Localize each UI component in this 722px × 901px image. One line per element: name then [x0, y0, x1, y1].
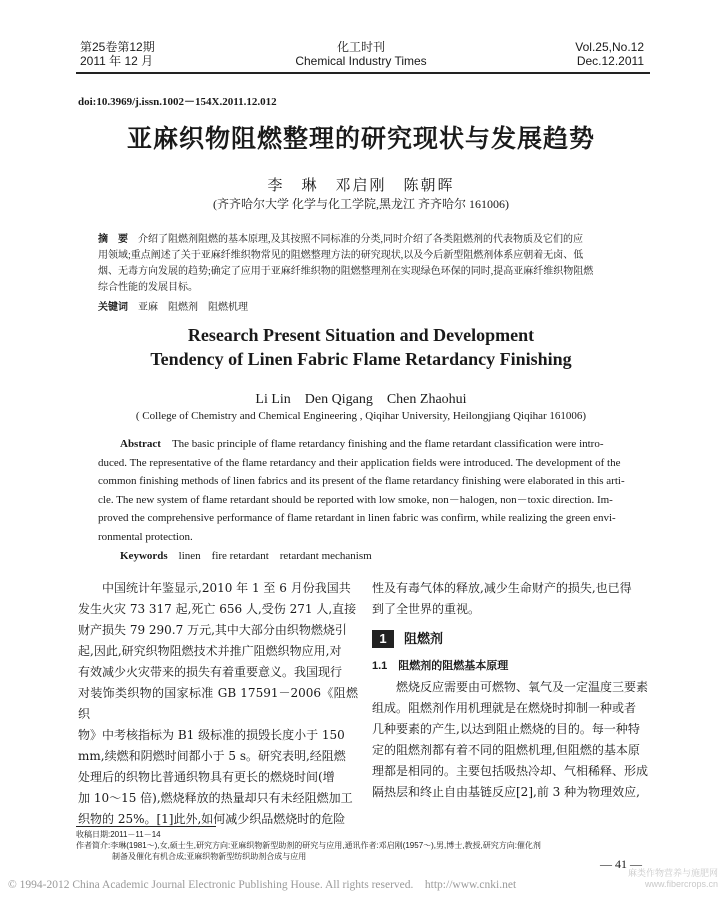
author-bio: 制备及催化有机合成;亚麻织物新型纺织助剂合成与应用	[112, 852, 307, 861]
body-line: 对装饰类织物的国家标准 GB 17591－2006《阻燃织	[78, 686, 358, 721]
keywords-cn-text: 亚麻 阻燃剂 阻燃机理	[138, 302, 248, 313]
body-line: 隔热层和终止自由基链反应[2],前 3 种为物理效应,	[372, 785, 640, 799]
affiliation-en: ( College of Chemistry and Chemical Engineering , Qiqihar University, Heilongjiang Qiqihar 161006)	[135, 410, 587, 422]
section-title: 阻燃剂	[404, 631, 444, 646]
abstract-en-line: common finishing methods of linen fabrics and its present of the flame retardancy finishing were elaborated in this arti-	[98, 475, 625, 487]
keywords-en-label: Keywords	[120, 550, 168, 562]
section-heading	[372, 630, 650, 652]
title-en-line2: Tendency of Linen Fabric Flame Retardancy Finishing	[150, 349, 572, 369]
author-bio: 作者简介:李琳(1981～),女,硕士生,研究方向:亚麻织物新型助剂的研究与应用,通讯作者:邓启刚(1957～),男,博士,教授,研究方向:催化剂	[76, 841, 541, 850]
footnote	[76, 829, 656, 862]
body-line: 物》中考核指标为 B1 级标准的损毁长度小于 150	[78, 728, 345, 742]
body-line: 加 10～15 倍),燃烧释放的热量却只有未经阻燃加工	[78, 791, 353, 805]
footnote-rule	[76, 826, 216, 827]
body-line: 组成。阻燃剂作用机理就是在燃烧时抑制一种或者	[372, 701, 637, 715]
body-line: 定的阻燃剂都有着不同的阻燃机理,但阻燃的基本原	[372, 743, 640, 757]
abstract-cn-line: 用领域;重点阐述了关于亚麻纤维织物常见的阻燃整理方法的研究现状,以及今后新型阻燃剂体系应朝着无卤、低	[98, 250, 584, 261]
abstract-en-line: cle. The new system of flame retardant should be reported with low smoke, non－halogen, non－toxic direction. Im-	[98, 493, 613, 506]
body-right-column	[372, 578, 650, 803]
authors-cn: 李 琳 邓启刚 陈朝晖	[267, 178, 455, 194]
doi: doi:10.3969/j.issn.1002－154X.2011.12.012	[78, 96, 277, 108]
journal-name-cn: 化工时刊	[336, 40, 385, 54]
header-rule	[76, 72, 650, 74]
body-line: 织物的 25%。[1]此外,如何减少织品燃烧时的危险	[78, 812, 346, 826]
abstract-cn	[98, 232, 628, 296]
title-en-line1: Research Present Situation and Development	[187, 325, 535, 345]
body-line: 发生火灾 73 317 起,死亡 656 人,受伤 271 人,直接	[78, 602, 357, 616]
volume-en: Vol.25,No.12	[575, 40, 644, 54]
abstract-en-line: The basic principle of flame retardancy finishing and the flame retardant classification were intro-	[171, 438, 604, 450]
copyright-notice: © 1994-2012 China Academic Journal Electronic Publishing House. All rights reserved. http://www.cnki.net	[8, 879, 517, 891]
authors-en: Li Lin Den Qigang Chen Zhaohui	[255, 392, 467, 407]
journal-name-en: Chemical Industry Times	[295, 54, 427, 68]
keywords-cn-label: 关键词	[98, 302, 128, 313]
abstract-en	[98, 435, 628, 546]
abstract-cn-line: 烟、无毒方向发展的趋势;确定了应用于亚麻纤维织物的阻燃整理剂在实现绿色环保的同时,提高亚麻纤维织物阻燃	[98, 266, 594, 277]
abstract-cn-line: 综合性能的发展目标。	[98, 282, 198, 293]
body-line: 理都是相同的。主要包括吸热冷却、气相稀释、形成	[372, 764, 649, 778]
page-number: — 41 —	[600, 857, 642, 871]
subsection-heading: 1.1 阻燃剂的阻燃基本原理	[372, 660, 509, 672]
body-line: 财产损失 79 290.7 万元,其中大部分由织物燃烧引	[78, 623, 347, 637]
keywords-en-text: linen fire retardant retardant mechanism	[178, 550, 372, 562]
body-line: 性及有毒气体的释放,减少生命财产的损失,也已得	[372, 581, 632, 595]
affiliation-cn: (齐齐哈尔大学 化学与化工学院,黑龙江 齐齐哈尔 161006)	[213, 197, 509, 211]
abstract-cn-label: 摘 要	[98, 234, 128, 245]
abstract-en-line: duced. The representative of the flame retardancy and their application fields were introduced. The development of the	[98, 456, 621, 469]
received-date: 收稿日期:2011－11－14	[76, 830, 161, 839]
body-line: 中国统计年鉴显示,2010 年 1 至 6 月份我国共	[78, 581, 351, 595]
body-line: 起,因此,研究织物阻燃技术并推广阻燃织物应用,对	[78, 644, 342, 658]
keywords-en	[98, 547, 372, 566]
body-line: mm,续燃和阴燃时间都小于 5 s。研究表明,经阻燃	[78, 749, 346, 763]
section-number: 1	[372, 630, 394, 648]
title-cn: 亚麻织物阻燃整理的研究现状与发展趋势	[126, 124, 595, 153]
body-line: 到了全世界的重视。	[372, 602, 481, 616]
issue-volume: 第25卷第12期	[80, 40, 155, 54]
issue-date: 2011 年 12 月	[80, 54, 154, 68]
body-line: 几种要素的产生,以达到阻止燃烧的目的。每一种特	[372, 722, 640, 736]
keywords-cn	[98, 300, 248, 316]
abstract-en-line: proved the comprehensive performance of flame retardant in linen fabric was confirm, while realizing the green envi-	[98, 512, 616, 524]
body-line: 燃烧反应需要由可燃物、氧气及一定温度三要素	[372, 680, 649, 694]
abstract-en-line: ronmental protection.	[98, 530, 193, 543]
abstract-cn-line: 介绍了阻燃剂阻燃的基本原理,及其按照不同标准的分类,同时介绍了各类阻燃剂的代表物质及它们的应	[138, 234, 583, 245]
watermark: 麻类作物营养与施肥网 www.fibercrops.cn	[627, 868, 718, 889]
date-en: Dec.12.2011	[576, 54, 644, 68]
body-left-column	[78, 578, 358, 830]
body-line: 有效减少火灾带来的损失有着重要意义。我国现行	[78, 665, 343, 679]
journal-volume-en	[575, 40, 644, 68]
body-line: 处理后的织物比普通织物具有更长的燃烧时间(增	[78, 770, 335, 784]
title-en	[0, 323, 722, 371]
abstract-en-label: Abstract	[120, 438, 161, 450]
